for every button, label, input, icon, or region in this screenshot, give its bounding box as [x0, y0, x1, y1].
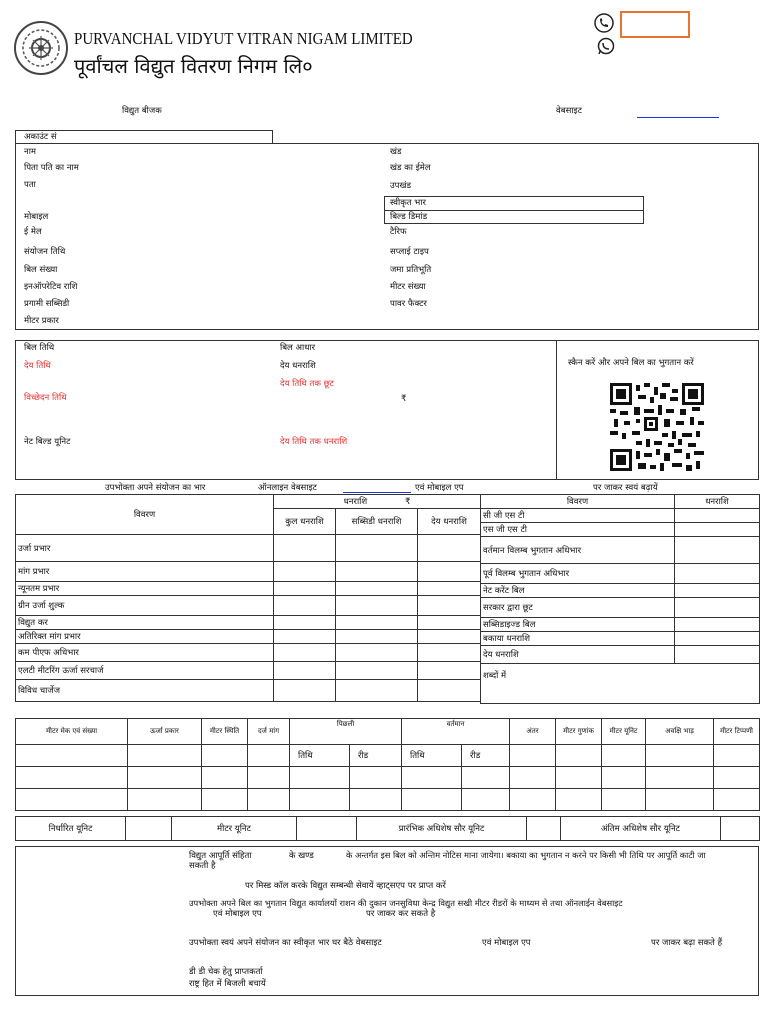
security-deposit-label: जमा प्रतिभूति — [390, 265, 432, 275]
note-supply-code: विद्युत आपूर्ति संहिता — [189, 851, 252, 861]
previous-reading-header: पिछली — [290, 719, 402, 745]
account-details-box — [15, 143, 759, 330]
division-email-label: खंड का ईमेल — [390, 163, 431, 173]
qr-code-icon — [610, 383, 704, 471]
charge-row-energy: उर्जा प्रभार — [16, 535, 274, 562]
website-link[interactable] — [637, 117, 719, 118]
current-reading-header: वर्तमान — [402, 719, 510, 745]
component-net-current-bill: नेट करेंट बिल — [481, 584, 675, 598]
solar-meter-units-label: मीटर यूनिट — [172, 817, 297, 841]
amount-till-due-label: देय तिथि तक धनराशि — [280, 437, 348, 447]
inoperative-amount-label: इनऑपरेटिव राशि — [24, 282, 78, 292]
bill-title: विद्युत बीजक — [122, 106, 162, 116]
charge-row-excess-demand: अतिरिक्त मांग प्रभार — [16, 630, 274, 644]
company-logo — [12, 14, 70, 86]
components-amount-header: धनराशि — [675, 495, 760, 509]
bill-components-table — [480, 494, 760, 704]
initial-surplus-solar-label: प्रारंभिक अधिशेष सौर यूनिट — [357, 817, 527, 841]
website-label: वेबसाइट — [556, 106, 582, 116]
component-arrears: बकाया धनराशि — [481, 632, 675, 646]
bill-number-label: बिल संख्या — [24, 265, 58, 275]
load-line-part3: एवं मोबाइल एप — [415, 483, 464, 493]
company-name-hindi: पूर्वांचल विद्युत वितरण निगम लि० — [74, 54, 313, 78]
whatsapp-icon — [596, 37, 616, 55]
note-save-electricity: राष्ट्र हित में बिजली बचायें — [189, 979, 266, 989]
note-missed-call: पर मिस्ड कॉल करके विद्युत सम्बन्धी सेवायें व्हाट्सएप पर प्राप्त करें — [245, 881, 446, 891]
difference-header: अंतर — [510, 719, 556, 745]
scan-to-pay-text: स्कैन करें और अपने बिल का भुगतान करें — [568, 358, 694, 368]
meter-units-header: मीटर यूनिट — [602, 719, 646, 745]
mobile-label: मोबाइल — [24, 212, 49, 222]
load-website-link[interactable] — [343, 492, 411, 493]
rebate-till-due-label: देय तिथि तक छूट — [280, 379, 334, 389]
note-payment-channels: उपभोक्ता अपने बिल का भुगतान विद्युत कार्यालयों राशन की दुकान जनसुविधा केन्द्र विद्युत सखी मीटर रीडरों के माध्यम से तथा ऑनलाईन वेबसाइट — [189, 898, 623, 908]
components-detail-header: विवरण — [481, 495, 675, 509]
name-label: नाम — [24, 147, 37, 157]
connection-date-label: संयोजन तिथि — [24, 247, 66, 257]
note-load-mobile-app: एवं मोबाइल एप — [482, 938, 531, 948]
component-sgst: एस जी एस टी — [481, 523, 675, 537]
assessed-units-label: निर्धारित यूनिट — [16, 817, 126, 841]
note-payment-can-pay: पर जाकर कर सकते है — [366, 909, 436, 919]
due-date-label: देय तिथि — [24, 361, 51, 371]
note-final-notice: के अन्तर्गत इस बिल को अन्तिम नोटिस माना जायेगा। बकाया का भुगतान न करने पर किसी भी तिथि पर आपूर्ति काटी जा — [346, 850, 706, 860]
progressive-subsidy-label: प्रगामी सब्सिडी — [24, 299, 70, 309]
email-label: ई मेल — [24, 227, 42, 237]
father-husband-name-label: पिता पति का नाम — [24, 163, 79, 173]
charge-row-minimum: न्यूनतम प्रभार — [16, 582, 274, 596]
component-payable-amount: देय धनराशि — [481, 646, 675, 664]
bill-basis-label: बिल आधार — [280, 343, 316, 353]
company-name-english: PURVANCHAL VIDYUT VITRAN NIGAM LIMITED — [74, 29, 413, 48]
subdivision-label: उपखंड — [390, 181, 411, 191]
subsidy-amount-header: सब्सिडी धनराशि — [336, 509, 418, 535]
charge-row-lt-metering: एलटी मीटरिंग ऊर्जा सरचार्ज — [16, 662, 274, 680]
charge-row-low-pf: कम पीएफ अधिभार — [16, 644, 274, 662]
load-line-part2: ऑनलाइन वेबसाइट — [258, 483, 317, 493]
total-amount-header: कुल धनराशि — [274, 509, 336, 535]
bill-date-label: बिल तिथि — [24, 343, 55, 353]
note-clause: के खण्ड — [289, 851, 314, 861]
recorded-demand-header: दर्ज मांग — [248, 719, 290, 745]
amount-in-words: शब्दों में — [481, 664, 760, 704]
meter-type-label: मीटर प्रकार — [24, 316, 59, 326]
billed-demand-label: बिल्ड डिमांड — [390, 212, 428, 222]
tariff-label: टैरिफ — [390, 227, 407, 237]
disconnection-date-label: विच्छेदन तिथि — [24, 393, 67, 403]
meter-number-label: मीटर संख्या — [390, 282, 426, 292]
component-current-lpsc: वर्तमान विलम्ब भुगतान अधिभार — [481, 537, 675, 564]
address-label: पता — [24, 180, 36, 190]
meter-reading-table — [15, 718, 760, 811]
note-load-increase: उपभोक्ता स्वयं अपने संयोजन का स्वीकृत भार घर बैठे वेबसाइट — [189, 938, 382, 948]
component-previous-lpsc: पूर्व विलम्ब भुगतान अधिभार — [481, 564, 675, 584]
note-payment-mobile-app: एवं मोबाइल एप — [213, 909, 262, 919]
load-line-part4: पर जाकर स्वयं बढ़ायें — [593, 483, 658, 493]
account-number-label: अकाउंट सं — [24, 132, 57, 142]
current-reading-label: रीड — [462, 745, 510, 767]
charges-table — [15, 494, 481, 702]
energy-type-header: ऊर्जा प्रकार — [128, 719, 202, 745]
charge-row-electricity-duty: विद्युत कर — [16, 616, 274, 630]
phone-icon — [594, 13, 614, 33]
previous-date-label: तिथि — [290, 745, 350, 767]
company-seal-logo-icon — [12, 14, 70, 86]
multiplier-header: मीटर गुणांक — [556, 719, 602, 745]
final-surplus-solar-label: अंतिम अधिशेष सौर यूनिट — [561, 817, 721, 841]
component-govt-rebate: सरकार द्वारा छूट — [481, 598, 675, 618]
payable-amount-label: देय धनराशि — [280, 361, 316, 371]
charges-detail-header: विवरण — [16, 495, 274, 535]
component-cgst: सी जी एस टी — [481, 509, 675, 523]
load-line-part1: उपभोक्ता अपने संयोजन का भार — [105, 483, 206, 493]
note-load-can-increase: पर जाकर बढ़ा सकते हैं — [651, 938, 723, 948]
charge-row-demand: मांग प्रभार — [16, 562, 274, 582]
net-billed-units-label: नेट बिल्ड यूनिट — [24, 437, 71, 447]
note-final-notice-end: सकती है — [189, 861, 216, 871]
current-date-label: तिथि — [402, 745, 462, 767]
charges-amount-header: धनराशि ₹ — [274, 495, 481, 509]
notes-box — [15, 846, 759, 996]
meter-remarks-header: मीटर टिप्पणी — [714, 719, 760, 745]
power-factor-label: पावर फैक्टर — [390, 299, 427, 309]
payable-amount-header: देय धनराशि — [418, 509, 481, 535]
assessed-load-header: अवक्षि भाड़ — [646, 719, 714, 745]
meter-status-header: मीटर स्थिति — [202, 719, 248, 745]
division-label: खंड — [390, 147, 402, 157]
payment-qr-code[interactable] — [610, 383, 704, 471]
phone-number-box — [620, 11, 690, 38]
previous-reading-label: रीड — [350, 745, 402, 767]
supply-type-label: सप्लाई टाइप — [390, 247, 429, 257]
meter-make-header: मीटर मेक एवं संख्या — [16, 719, 128, 745]
solar-units-table — [15, 816, 760, 841]
sanctioned-load-label: स्वीकृत भार — [390, 198, 426, 208]
rupee-symbol: ₹ — [401, 394, 407, 404]
charge-row-misc: विविध चार्जेज — [16, 680, 274, 702]
note-dd-cheque-payee: डी डी चेक हेतु प्राप्तकर्ता — [189, 967, 263, 977]
component-subsidized-bill: सब्सिडाइज्ड बिल — [481, 618, 675, 632]
charge-row-green-energy: ग्रीन उर्जा शुल्क — [16, 596, 274, 616]
